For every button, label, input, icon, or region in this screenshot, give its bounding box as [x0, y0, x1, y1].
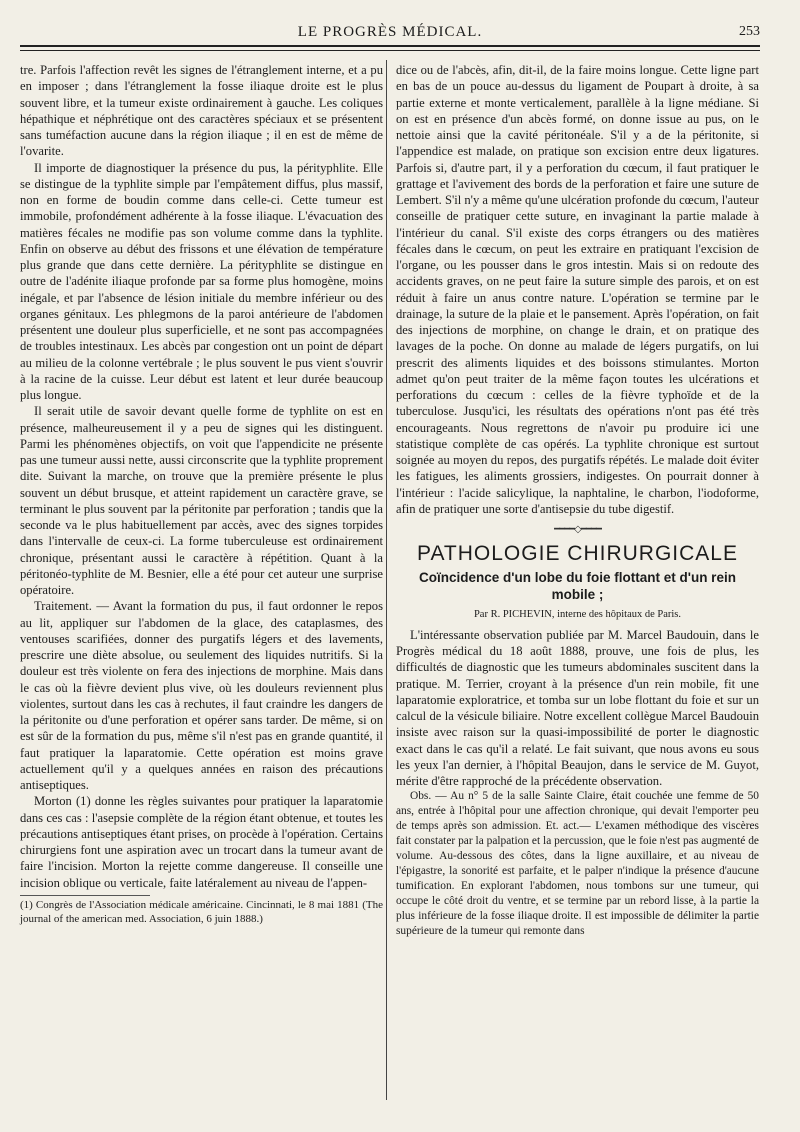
header-rule-thick [20, 45, 760, 47]
section-heading: PATHOLOGIE CHIRURGICALE [417, 542, 738, 566]
left-paragraph-2: Il importe de diagnostiquer la présence du pus, la pérityphlite. Elle se distingue de la typhlite simple par l'empâtement diffus, plus massif, non en forme de boudin comme dans celle-ci. Cette tumeur est immobile, profondément adhérente à la fosse iliaque. L'évacuation des matières fécales ne modifie pas son volume comme dans la typhlite. Enfin on observe au début des frissons et une élévation de température plus grande que dans cette dernière. La pérityphlite se distingue en outre de l'adénite iliaque profonde par sa forme plus homogène, moins inégale, et par l'absence de lésion initiale du membre inférieur ou des organes génitaux. Les phlegmons de la paroi antérieure de l'abdomen présentent une douleur plus superficielle, et ne sont pas accompagnées de troubles intestinaux. Les abcès par congestion ont un point de départ au milieu de la colonne vertébrale ; le plus souvent le pus vient s'ouvrir à la racine de la cuisse. Leur début est latent et leur durée beaucoup plus longue. [20, 160, 383, 402]
right-paragraph-1: dice ou de l'abcès, afin, dit-il, de la faire moins longue. Cette ligne part en bas de un pouce au-dessus du ligament de Poupart à droite, à sa partie externe et monte verticalement, parallèle à la ligne médiane. Si on est en présence d'un abcès formé, on donne issue au pus, on le nettoie ainsi que la cavité péritonéale. S'il y a de la péritonite, si l'appendice est malade, on pratique son excision entre deux ligatures. Parfois si, d'autre part, il y a perforation du cœcum, il faut pratiquer le grattage et l'avivement des bords de la perforation et faire une suture de Lembert. S'il n'y a même qu'une ulcération profonde du cœcum, l'auteur conseille de pratiquer cette suture, en invaginant la partie malade à l'intérieur du canal. S'il existe des corps étrangers ou des matières fécales dans le cœcum, on peut les extraire en pratiquant l'excision de l'organe, ou les pousser dans le gros intestin. Mais si on redoute des accidents graves, on ne peut faire la suture simple des parois, et on est réduit à faire un anus contre nature. L'opération se termine par le drainage, la suture de la plaie et le pansement. Après l'opération, on fait des injections de morphine, on change le drain, et on pratique des lavages de la poche. On donne au malade de légers purgatifs, on lui prescrit des aliments liquides et des boissons stimulantes. Morton admet qu'on peut traiter de la même façon toutes les ulcérations et perforations du cœcum : celles de la fièvre typhoïde et de la tuberculose. Jusqu'ici, les résultats des opérations n'ont pas été très encourageants. Nous regrettons de n'avoir pu produire ici une statistique complète de cas opérés. La typhlite chronique est surtout soignée au moyen du repos, des purgatifs répétés. Le malade doit éviter les fatigues, les aliments grossiers, indigestes. On pourrait donner à l'intérieur : l'acide salicylique, la naphtaline, le charbon, l'iodoforme, afin de pratiquer une sorte d'antisepsie du tube digestif. [396, 63, 759, 516]
left-paragraph-traitement: Traitement. — Avant la formation du pus, il faut ordonner le repos au lit, appliquer sur l'abdomen de la glace, des cataplasmes, des ventouses scarifiées, donner des purgatifs légers et des lavements, prescrire une diète absolue, ou seulement des liquides nutritifs. Si la douleur est très violente on fera des injections de morphine. Mais dans le cas où la fièvre devient plus vive, où les douleurs reviennent plus violentes, surtout dans les cas à rechutes, il faut craindre les dangers de la péritonite ou d'une perforation et opérer sans tarder. De même, si on est sûr de la formation du pus, même s'il n'est pas en grande quantité, il faut pratiquer la laparatomie. Cette opération est moins grave actuellement qu'il y a quelques années en raison des précautions antiseptiques. [20, 599, 383, 792]
section-separator-ornament: ━━━━◇━━━━ [554, 524, 601, 535]
left-paragraph-3: Il serait utile de savoir devant quelle forme de typhlite on est en présence, malheureusement il y a peu de signes qui les distinguent. Parmi les phénomènes objectifs, on voit que l'appendicite ne présente pas une tumeur aussi nette, aussi circonscrite que la typhlite proprement dite. Suivant la marche, on trouve que la première présente le plus souvent un début brusque, et atteint rapidement un caractère grave, se terminant le plus souvent par la péritonite par perforation ; tandis que la seconde va le plus habituellement par accès, avec des signes torpides dans l'intervalle de ceux-ci. La forme tuberculeuse est ordinairement chronique, présentant aussi le caractère à répétition. Quant à la péritonéo-typhlite de M. Besnier, elle a été pour cet auteur une surprise opératoire. [20, 404, 383, 597]
left-paragraph-1: tre. Parfois l'affection revêt les signes de l'étranglement interne, et a pu en imposer ; dans l'étranglement la fosse iliaque droite est le plus souvent libre, et la tumeur existe ordinairement à gauche. Les coliques hépathique et néphrétique ont des caractères spéciaux et se présentent sans tuméfaction aucune dans la région iliaque ; il en est de même de l'ovarite. [20, 63, 383, 159]
column-divider [386, 60, 387, 1100]
footnote: (1) Congrès de l'Association médicale américaine. Cincinnati, le 8 mai 1881 (The journal of the american med. Association, 6 juin 1888.) [20, 898, 383, 925]
page-number: 253 [739, 24, 760, 39]
right-paragraph-2: L'intéressante observation publiée par M. Marcel Baudouin, dans le Progrès médical du 18 août 1888, prouve, une fois de plus, les difficultés de diagnostic que les tumeurs abdominales suscitent dans la pratique. M. Terrier, croyant à la présence d'un rein mobile, fit une laparatomie exploratrice, et tomba sur un lobe flottant du foie et sur un calcul de la vésicule biliaire. Notre excellent collègue Marcel Baudouin insiste avec raison sur la quasi-impossibilité de porter le diagnostic exact dans le cas qu'il a relaté. Le fait suivant, que nous avons eu sous les yeux l'an dernier, à l'hôpital Beaujon, dans le service de M. Guyot, mérite d'être rapproché de la précédente observation. [396, 627, 759, 788]
article-byline: Par R. PICHEVIN, interne des hôpitaux de Paris. [473, 608, 682, 620]
article-title: Coïncidence d'un lobe du foie flottant et d'un rein mobile ; [419, 569, 736, 602]
left-paragraph-morton: Morton (1) donne les règles suivantes pour pratiquer la laparatomie dans ces cas : l'asepsie complète de la région étant obtenue, et toutes les précautions antiseptiques étant prises, on procède à l'opération. Certains chirurgiens font une aspiration avec un trocart dans la tumeur avant de faire l'incision. Morton la rejette comme dangereuse. Il conseille une incision oblique ou verticale, faite latéralement au niveau de l'appen- [20, 794, 383, 890]
right-column [396, 62, 759, 939]
journal-title: LE PROGRÈS MÉDICAL. [297, 24, 483, 40]
running-header [20, 24, 760, 44]
header-rule-thin [20, 50, 760, 51]
left-column [20, 62, 383, 926]
observation-paragraph: Obs. — Au n° 5 de la salle Sainte Claire, était couchée une femme de 50 ans, entrée à l'hôpital pour une affection chronique, qui devait l'emporter peu de temps après son admission. Et. act.— L'examen méthodique des viscères fait constater par la palpation et la percussion, que le foie n'est pas augmenté de volume. Au-dessous des côtes, dans la ligne auxillaire, et au niveau de l'épigastre, la sonorité est parfaite, et le palper n'indique la présence d'aucune tumification. En explorant l'abdomen, nous tombons sur une tumeur, qui occupe le côté droit du ventre, et se termine par un rebord lisse, à la partie la plus inférieure de la fosse iliaque droite. Il est impossible de délimiter la partie supérieure de la tumeur qui remonte dans [396, 790, 759, 938]
